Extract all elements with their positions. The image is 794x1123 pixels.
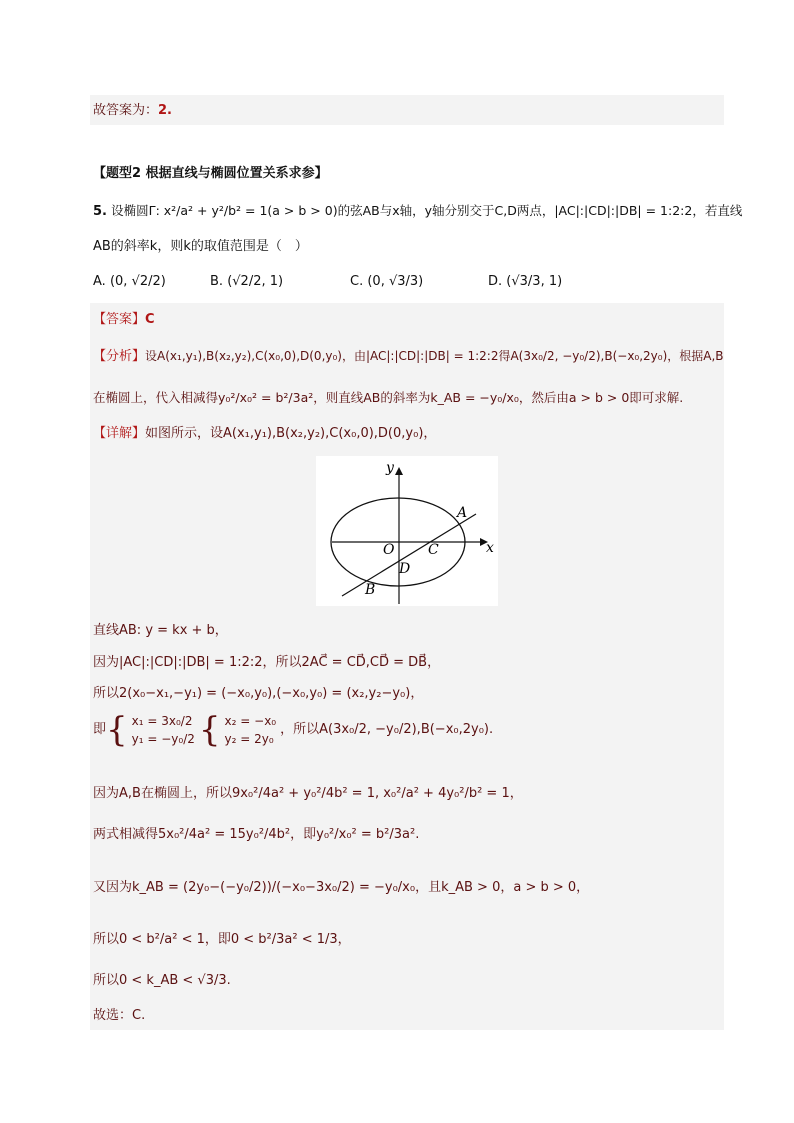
step-line-8: 所以0 < k_AB < √3/3. [93, 973, 231, 988]
system-a1: x₁ = 3x₀/2 [131, 714, 193, 728]
question-line-2: AB的斜率k，则k的取值范围是（ ） [93, 239, 308, 254]
option-b-label: B. [210, 274, 224, 289]
label-a: A [457, 505, 468, 521]
option-a-value: (0, √2/2) [109, 274, 166, 289]
system-b1: x₂ = −x₀ [224, 714, 277, 728]
label-c: C [428, 542, 439, 558]
option-b-value: (√2/2, 1) [227, 274, 284, 289]
analysis-line-2: 在椭圆上，代入相减得y₀²/x₀² = b²/3a²，则直线AB的斜率为k_AB = −y₀/x₀，然后由a > b > 0即可求解. [93, 390, 684, 405]
question-line-1 [93, 203, 742, 220]
analysis-text-1: 设A(x₁,y₁),B(x₂,y₂),C(x₀,0),D(0,y₀)，由|AC|:|CD|:|DB| = 1:2:2得A(3x₀/2, −y₀/2),B(−x₀,2y₀)，根据A,B [145, 349, 724, 363]
label-o: O [383, 542, 395, 558]
question-number: 5. [93, 204, 107, 219]
system-b2: y₂ = 2y₀ [224, 732, 274, 746]
system-prefix: 即 [93, 722, 107, 737]
system-a2: y₁ = −y₀/2 [131, 732, 195, 746]
option-a[interactable] [93, 274, 166, 289]
step-line-5: 两式相减得5x₀²/4a² = 15y₀²/4b²，即y₀²/x₀² = b²/3a². [93, 827, 420, 842]
option-d[interactable] [488, 274, 562, 289]
system-suffix: ，所以A(3x₀/2, −y₀/2),B(−x₀,2y₀). [280, 722, 494, 737]
label-b: B [365, 582, 376, 598]
option-b[interactable] [210, 274, 283, 289]
system-a [132, 712, 195, 748]
detail-tag: 【详解】 [93, 426, 146, 441]
answer-tag: 【答案】 [93, 312, 146, 327]
detail-text-1: 如图所示，设A(x₁,y₁),B(x₂,y₂),C(x₀,0),D(0,y₀)， [145, 426, 437, 441]
step-line-3: 所以2(x₀−x₁,−y₁) = (−x₀,y₀),(−x₀,y₀) = (x₂,y₂−y₀)， [93, 686, 424, 701]
analysis-line-1 [93, 348, 724, 365]
section-title: 【题型2 根据直线与椭圆位置关系求参】 [93, 166, 328, 181]
system-b [225, 712, 277, 748]
answer-line [93, 312, 155, 328]
step-line-1: 直线AB: y = kx + b， [93, 623, 228, 638]
previous-answer-value: 2. [158, 103, 172, 118]
ellipse-figure [316, 456, 498, 606]
step-line-4: 因为A,B在椭圆上，所以9x₀²/4a² + y₀²/4b² = 1, x₀²/a² + 4y₀²/b² = 1， [93, 786, 523, 801]
previous-answer-prefix: 故答案为： [93, 103, 159, 118]
previous-answer [93, 103, 172, 119]
label-x: x [486, 540, 494, 556]
option-a-label: A. [93, 274, 106, 289]
option-c-value: (0, √3/3) [367, 274, 424, 289]
detail-line-1 [93, 426, 436, 442]
option-d-value: (√3/3, 1) [506, 274, 563, 289]
option-c-label: C. [350, 274, 364, 289]
step-line-7: 所以0 < b²/a² < 1，即0 < b²/3a² < 1/3， [93, 932, 351, 947]
step-line-6: 又因为k_AB = (2y₀−(−y₀/2))/(−x₀−3x₀/2) = −y₀/x₀，且k_AB > 0，a > b > 0， [93, 880, 590, 895]
step-line-2: 因为|AC|:|CD|:|DB| = 1:2:2，所以2AC⃗ = CD⃗,CD⃗ = DB⃗， [93, 655, 441, 670]
option-c[interactable] [350, 274, 423, 289]
previous-answer-block [90, 95, 724, 125]
label-d: D [399, 561, 411, 577]
question-text-1: 设椭圆Γ: x²/a² + y²/b² = 1(a > b > 0)的弦AB与x轴，y轴分别交于C,D两点，|AC|:|CD|:|DB| = 1:2:2，若直线 [111, 203, 743, 218]
answer-value: C [145, 312, 155, 327]
system-line: 即{ x₁ = 3x₀/2 y₁ = −y₀/2 { x₂ = −x₀ y₂ = 2y₀ ，所以A(3x₀/2, −y₀/2),B(−x₀,2y₀). [93, 710, 494, 750]
step-line-9: 故选：C. [93, 1008, 146, 1023]
option-d-label: D. [488, 274, 503, 289]
analysis-tag: 【分析】 [93, 349, 146, 364]
label-y: y [386, 460, 394, 476]
